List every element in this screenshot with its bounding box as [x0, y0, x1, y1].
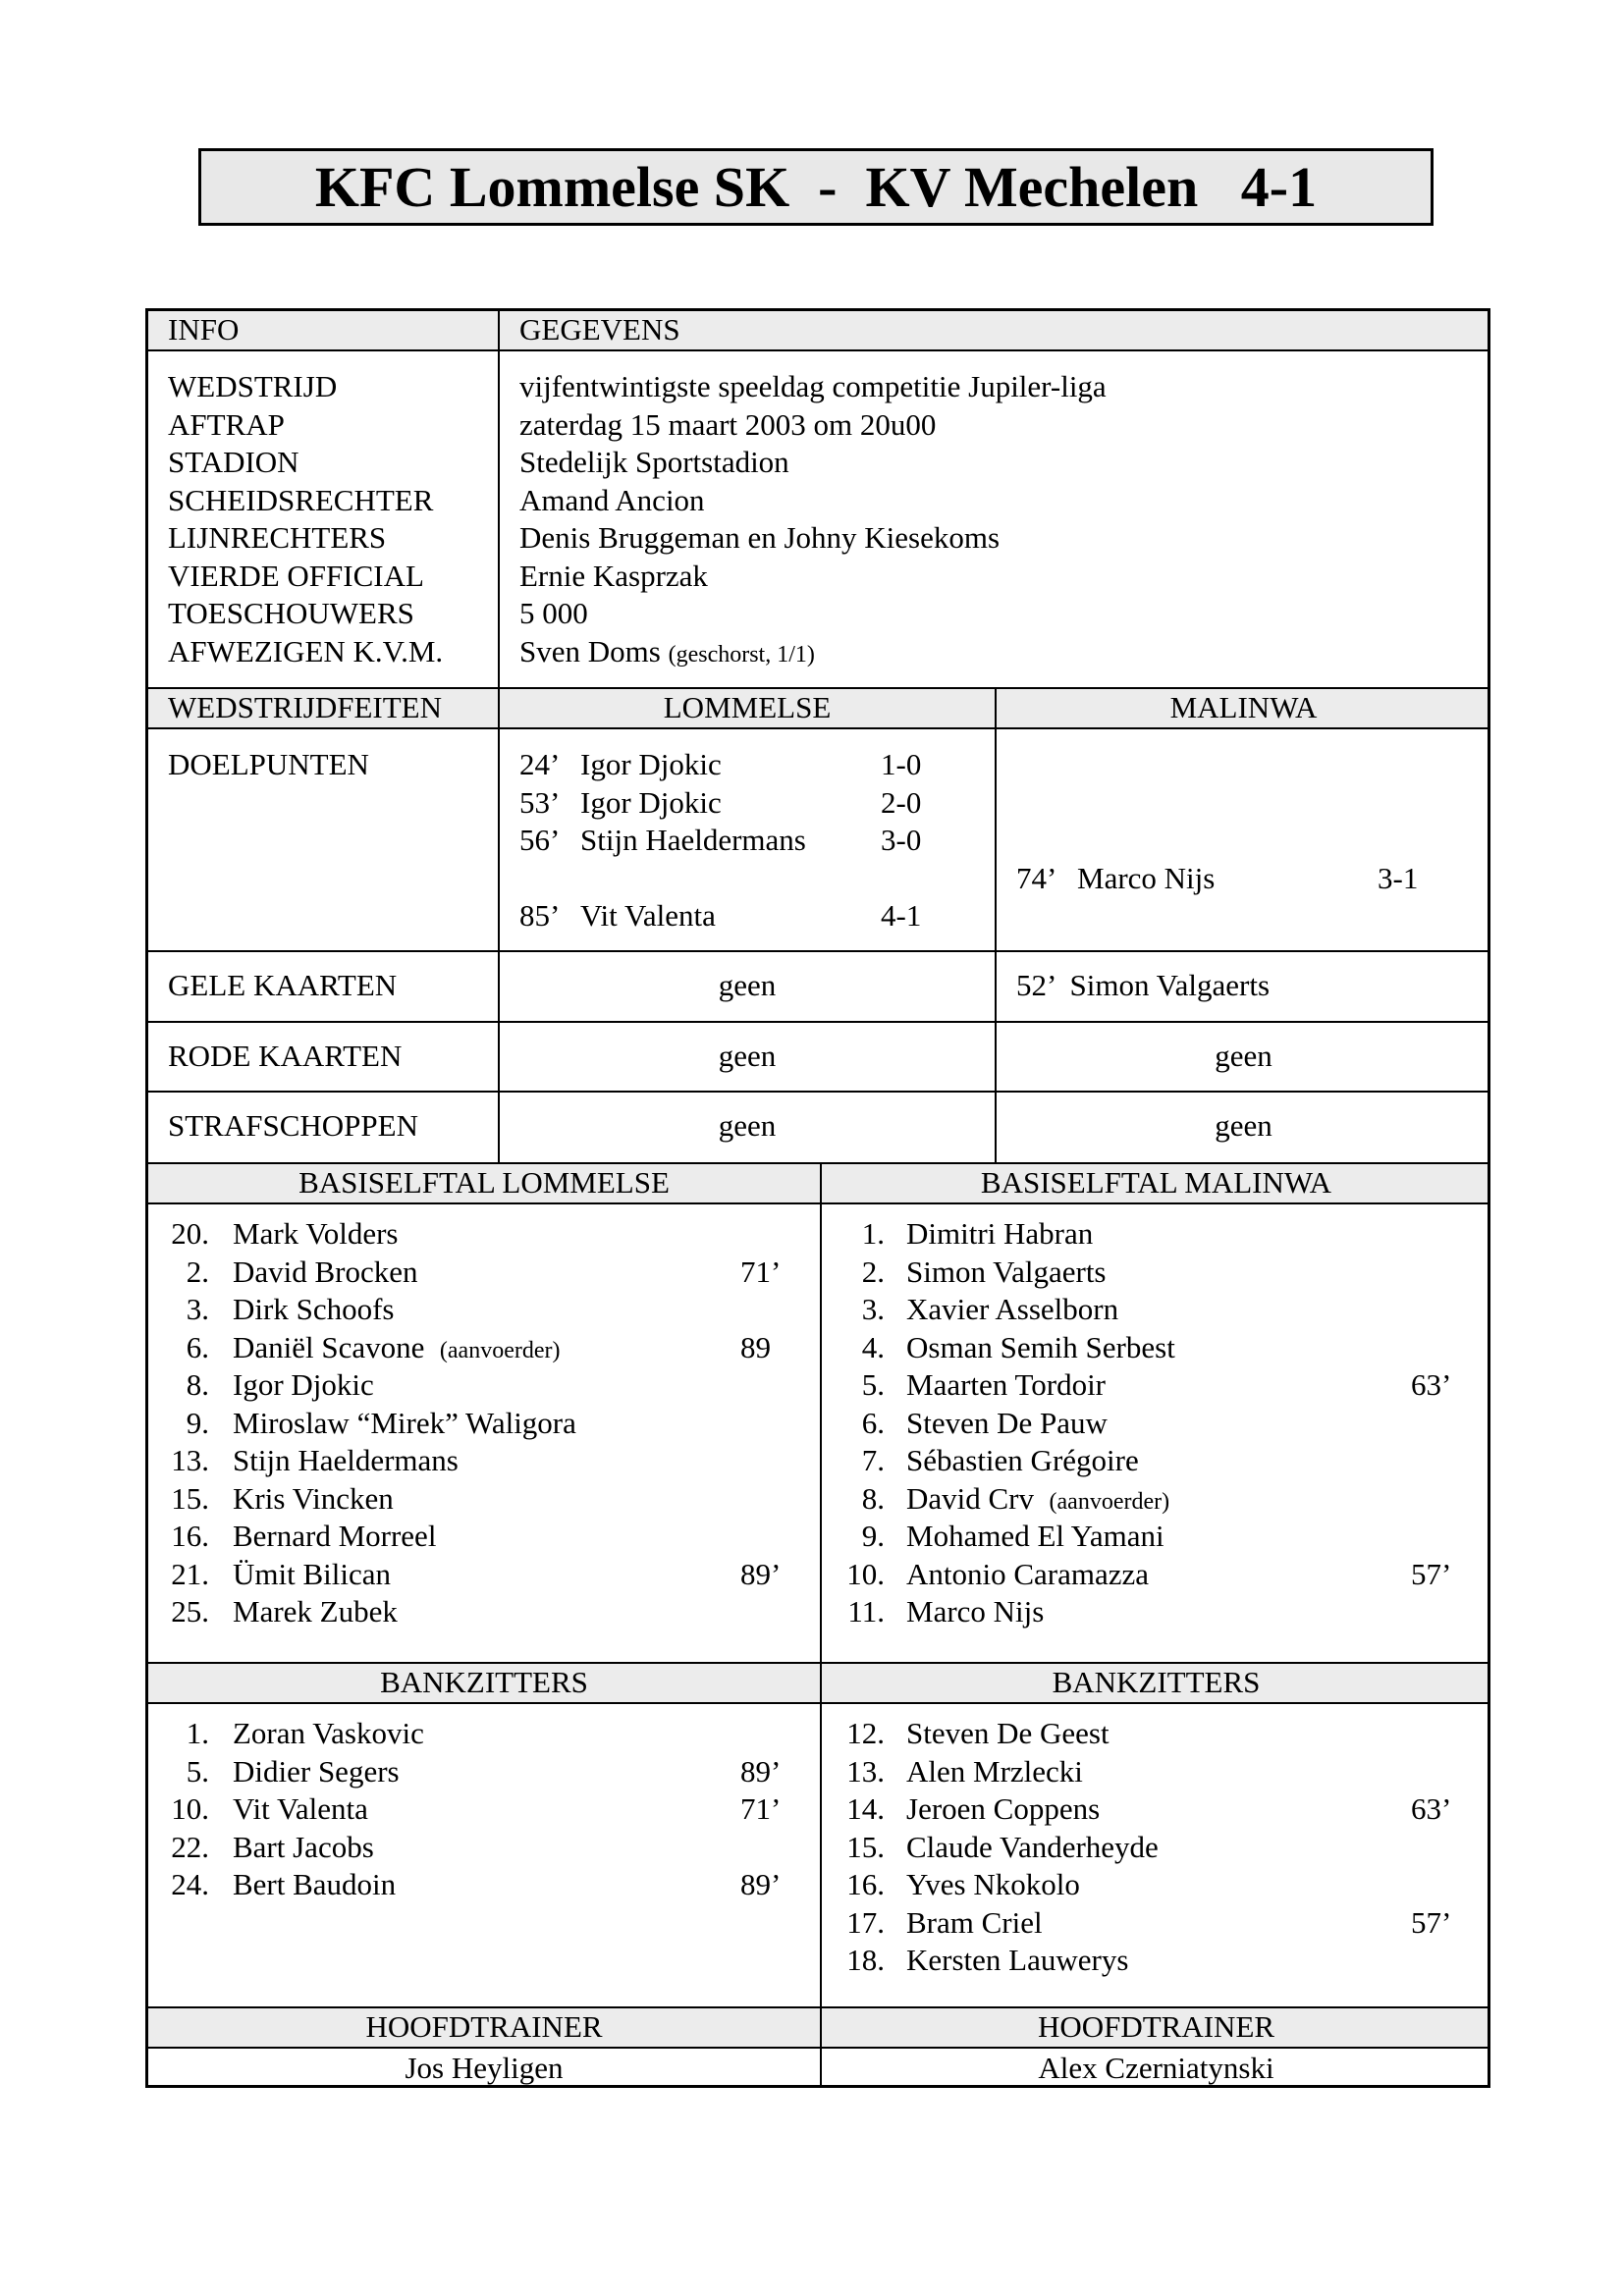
yellow-away: 52’ Simon Valgaerts [1016, 968, 1271, 1002]
player-row [822, 1518, 1490, 1556]
goal-line [1016, 860, 1478, 897]
player-number: 3. [186, 1292, 209, 1326]
player-sub-minute: 63’ [1411, 1791, 1452, 1826]
info-label: VIERDE OFFICIAL [168, 558, 424, 593]
player-number: 9. [186, 1405, 209, 1440]
player-row [822, 1942, 1490, 1980]
goal-score: 4-1 [881, 898, 922, 933]
goal-player: Igor Djokic [580, 747, 722, 781]
player-row [822, 1715, 1490, 1753]
goal-minute: 24’ [519, 747, 561, 781]
player-name: Ümit Bilican [233, 1556, 392, 1591]
player-name: Mark Volders [233, 1216, 399, 1251]
goal-line [519, 897, 981, 934]
player-name: Marek Zubek [233, 1594, 398, 1629]
player-number: 7. [861, 1443, 885, 1477]
player-sub-minute: 89 [740, 1329, 771, 1364]
info-value [519, 558, 1462, 596]
player-number: 1. [186, 1716, 209, 1750]
lineup-away-list [822, 1215, 1490, 1662]
info-header-row [148, 311, 1488, 351]
player-row [148, 1366, 820, 1405]
player-name: Bram Criel [906, 1904, 1043, 1940]
player-name: Antonio Caramazza [906, 1556, 1150, 1591]
player-name: Kersten Lauwerys [906, 1943, 1129, 1977]
player-name: Marco Nijs [906, 1594, 1045, 1629]
player-row [148, 1254, 820, 1292]
player-row [148, 1715, 820, 1753]
player-sub-minute: 89’ [740, 1867, 782, 1901]
player-number: 16. [171, 1519, 209, 1553]
player-number: 2. [861, 1254, 885, 1289]
player-number: 21. [171, 1556, 209, 1591]
goals-label: DOELPUNTEN [168, 747, 369, 781]
red-away: geen [1215, 1039, 1272, 1073]
goal-score: 3-0 [881, 823, 922, 857]
player-number: 17. [846, 1904, 885, 1940]
player-name: David Crv (aanvoerder) [906, 1480, 1170, 1516]
player-name: Jeroen Coppens [906, 1791, 1101, 1826]
red-row [148, 1021, 1488, 1091]
player-name: Dirk Schoofs [233, 1292, 395, 1326]
goal-line [519, 784, 981, 822]
player-sub-minute: 57’ [1411, 1556, 1452, 1591]
goal-score: 1-0 [881, 747, 922, 781]
player-note: (aanvoerder) [1049, 1488, 1170, 1515]
player-row [822, 1291, 1490, 1329]
player-number: 1. [861, 1216, 885, 1251]
info-label: LIJNRECHTERS [168, 520, 387, 555]
player-row [822, 1215, 1490, 1254]
player-name: Miroslaw “Mirek” Waligora [233, 1405, 576, 1440]
player-row [822, 1790, 1490, 1829]
player-row [148, 1480, 820, 1519]
info-value [519, 633, 1462, 674]
penalty-label: STRAFSCHOPPEN [168, 1108, 418, 1143]
facts-away-header: MALINWA [1169, 690, 1318, 724]
player-name: Osman Semih Serbest [906, 1329, 1175, 1364]
bench-home-header: BANKZITTERS [380, 1665, 588, 1699]
player-number: 9. [861, 1519, 885, 1553]
coach-header-row [148, 2006, 1488, 2049]
player-row [822, 1556, 1490, 1594]
player-row [822, 1904, 1490, 1943]
info-label: AFTRAP [168, 406, 285, 442]
player-name: Dimitri Habran [906, 1216, 1094, 1251]
penalty-home: geen [718, 1108, 777, 1143]
yellow-row [148, 950, 1488, 1021]
player-name: Igor Djokic [233, 1367, 374, 1402]
bench-away-header: BANKZITTERS [1052, 1665, 1261, 1699]
player-row [822, 1866, 1490, 1904]
player-row [148, 1215, 820, 1254]
player-row [822, 1593, 1490, 1631]
player-number: 12. [846, 1716, 885, 1750]
player-sub-minute: 71’ [740, 1254, 782, 1289]
player-note: (aanvoerder) [439, 1337, 561, 1363]
player-row [822, 1442, 1490, 1480]
player-row [822, 1366, 1490, 1405]
goal-line [519, 822, 981, 859]
goal-line [519, 746, 981, 783]
info-value [519, 482, 1462, 520]
bench-home-list [148, 1715, 820, 2006]
coach-home-header: HOOFDTRAINER [365, 2009, 603, 2044]
player-row [822, 1753, 1490, 1791]
player-row [148, 1829, 820, 1867]
info-body [148, 351, 1488, 687]
lineup-body [148, 1204, 1488, 1662]
info-label: WEDSTRIJD [168, 369, 338, 403]
player-name: Maarten Tordoir [906, 1367, 1106, 1402]
home-goals [519, 746, 981, 950]
info-value-text: Sven Doms [519, 633, 661, 668]
info-value-text: zaterdag 15 maart 2003 om 20u00 [519, 406, 937, 442]
player-name: Didier Segers [233, 1753, 400, 1789]
player-name: Xavier Asselborn [906, 1292, 1119, 1326]
player-number: 4. [861, 1329, 885, 1364]
goal-player: Igor Djokic [580, 784, 722, 820]
coach-away: Alex Czerniatynski [1038, 2051, 1274, 2085]
info-label: AFWEZIGEN K.V.M. [168, 633, 444, 668]
info-value [519, 519, 1462, 558]
goals-row [148, 729, 1488, 950]
player-number: 5. [861, 1367, 885, 1402]
info-label: STADION [168, 445, 299, 479]
goal-score: 3-1 [1378, 860, 1419, 895]
bench-away-list [822, 1715, 1490, 2006]
yellow-label: GELE KAARTEN [168, 968, 398, 1002]
player-name: Bart Jacobs [233, 1829, 374, 1864]
lineup-home-list [148, 1215, 820, 1662]
player-row [148, 1790, 820, 1829]
player-row [822, 1254, 1490, 1292]
player-name: Vit Valenta [233, 1791, 368, 1826]
player-sub-minute: 89’ [740, 1556, 782, 1591]
match-title: KFC Lommelse SK - KV Mechelen 4-1 [198, 148, 1434, 226]
player-number: 8. [861, 1480, 885, 1516]
info-value-text: Amand Ancion [519, 482, 705, 517]
player-number: 11. [847, 1594, 885, 1629]
goal-minute: 53’ [519, 784, 561, 820]
info-value [519, 595, 1462, 633]
player-name: Mohamed El Yamani [906, 1519, 1164, 1553]
player-row [822, 1329, 1490, 1367]
info-label: SCHEIDSRECHTER [168, 482, 434, 517]
player-name: Sébastien Grégoire [906, 1443, 1139, 1477]
player-number: 15. [846, 1829, 885, 1864]
player-number: 10. [171, 1791, 209, 1826]
info-value [519, 406, 1462, 445]
info-values [519, 368, 1462, 687]
info-value-text: vijfentwintigste speeldag competitie Jupiler-liga [519, 369, 1107, 403]
player-row [148, 1593, 820, 1631]
player-number: 3. [861, 1292, 885, 1326]
player-number: 6. [861, 1405, 885, 1440]
penalty-row [148, 1091, 1488, 1162]
player-row [148, 1329, 820, 1367]
bench-body [148, 1704, 1488, 2006]
player-row [148, 1291, 820, 1329]
player-name: Daniël Scavone (aanvoerder) [233, 1329, 561, 1364]
player-number: 8. [186, 1367, 209, 1402]
away-goals [1016, 746, 1478, 950]
player-number: 5. [186, 1753, 209, 1789]
facts-header: WEDSTRIJDFEITEN [168, 690, 442, 724]
player-number: 25. [171, 1594, 209, 1629]
player-number: 16. [846, 1867, 885, 1901]
goal-minute: 56’ [519, 823, 561, 857]
player-row [822, 1480, 1490, 1519]
info-value [519, 444, 1462, 482]
player-sub-minute: 71’ [740, 1791, 782, 1826]
yellow-home: geen [718, 968, 777, 1002]
player-row [148, 1442, 820, 1480]
goal-minute: 85’ [519, 898, 561, 933]
goal-player: Stijn Haeldermans [580, 823, 806, 857]
player-name: Steven De Pauw [906, 1405, 1108, 1440]
lineup-home-header: BASISELFTAL LOMMELSE [298, 1165, 670, 1200]
red-home: geen [718, 1039, 777, 1073]
goal-minute: 74’ [1016, 860, 1057, 895]
lineup-away-header: BASISELFTAL MALINWA [980, 1165, 1332, 1200]
coach-body [148, 2049, 1488, 2088]
gegevens-header: GEGEVENS [519, 312, 680, 347]
lineup-header-row [148, 1162, 1488, 1204]
player-row [148, 1518, 820, 1556]
penalty-away: geen [1215, 1108, 1272, 1143]
player-name: Simon Valgaerts [906, 1254, 1107, 1289]
info-value-text: Stedelijk Sportstadion [519, 445, 789, 479]
player-row [148, 1556, 820, 1594]
player-number: 14. [846, 1791, 885, 1826]
info-value-text: Ernie Kasprzak [519, 558, 708, 593]
player-name: Alen Mrzlecki [906, 1753, 1083, 1789]
info-label: TOESCHOUWERS [168, 596, 414, 630]
player-sub-minute: 63’ [1411, 1367, 1452, 1402]
player-number: 20. [171, 1216, 209, 1251]
player-number: 6. [186, 1329, 209, 1364]
info-header: INFO [168, 312, 240, 347]
player-name: Bert Baudoin [233, 1867, 397, 1901]
goal-score: 2-0 [881, 784, 922, 820]
player-name: David Brocken [233, 1254, 418, 1289]
player-name: Steven De Geest [906, 1716, 1110, 1750]
info-value-text: Denis Bruggeman en Johny Kiesekoms [519, 520, 1001, 555]
player-number: 10. [846, 1556, 885, 1591]
goal-player: Marco Nijs [1077, 860, 1216, 895]
player-sub-minute: 57’ [1411, 1904, 1452, 1940]
player-number: 24. [171, 1867, 209, 1901]
coach-home: Jos Heyligen [405, 2051, 564, 2085]
player-row [822, 1405, 1490, 1443]
info-value [519, 368, 1462, 406]
player-name: Stijn Haeldermans [233, 1443, 459, 1477]
player-row [148, 1405, 820, 1443]
coach-away-header: HOOFDTRAINER [1037, 2009, 1275, 2044]
player-sub-minute: 89’ [740, 1753, 782, 1789]
player-name: Yves Nkokolo [906, 1867, 1080, 1901]
player-row [148, 1753, 820, 1791]
player-number: 13. [846, 1753, 885, 1789]
goal-player: Vit Valenta [580, 898, 716, 933]
player-row [822, 1829, 1490, 1867]
bench-header-row [148, 1662, 1488, 1704]
player-name: Claude Vanderheyde [906, 1829, 1159, 1864]
player-name: Bernard Morreel [233, 1519, 437, 1553]
player-number: 13. [171, 1443, 209, 1477]
player-number: 18. [846, 1943, 885, 1977]
player-name: Zoran Vaskovic [233, 1716, 424, 1750]
info-labels [168, 368, 492, 687]
facts-home-header: LOMMELSE [663, 690, 832, 724]
info-value-text: 5 000 [519, 596, 588, 630]
player-row [148, 1866, 820, 1904]
player-name: Kris Vincken [233, 1480, 394, 1516]
red-label: RODE KAARTEN [168, 1039, 403, 1073]
player-number: 22. [171, 1829, 209, 1864]
match-report-table [145, 308, 1490, 2088]
facts-header-row [148, 687, 1488, 729]
info-value-note: (geschorst, 1/1) [668, 641, 815, 667]
player-number: 2. [186, 1254, 209, 1289]
player-number: 15. [171, 1480, 209, 1516]
